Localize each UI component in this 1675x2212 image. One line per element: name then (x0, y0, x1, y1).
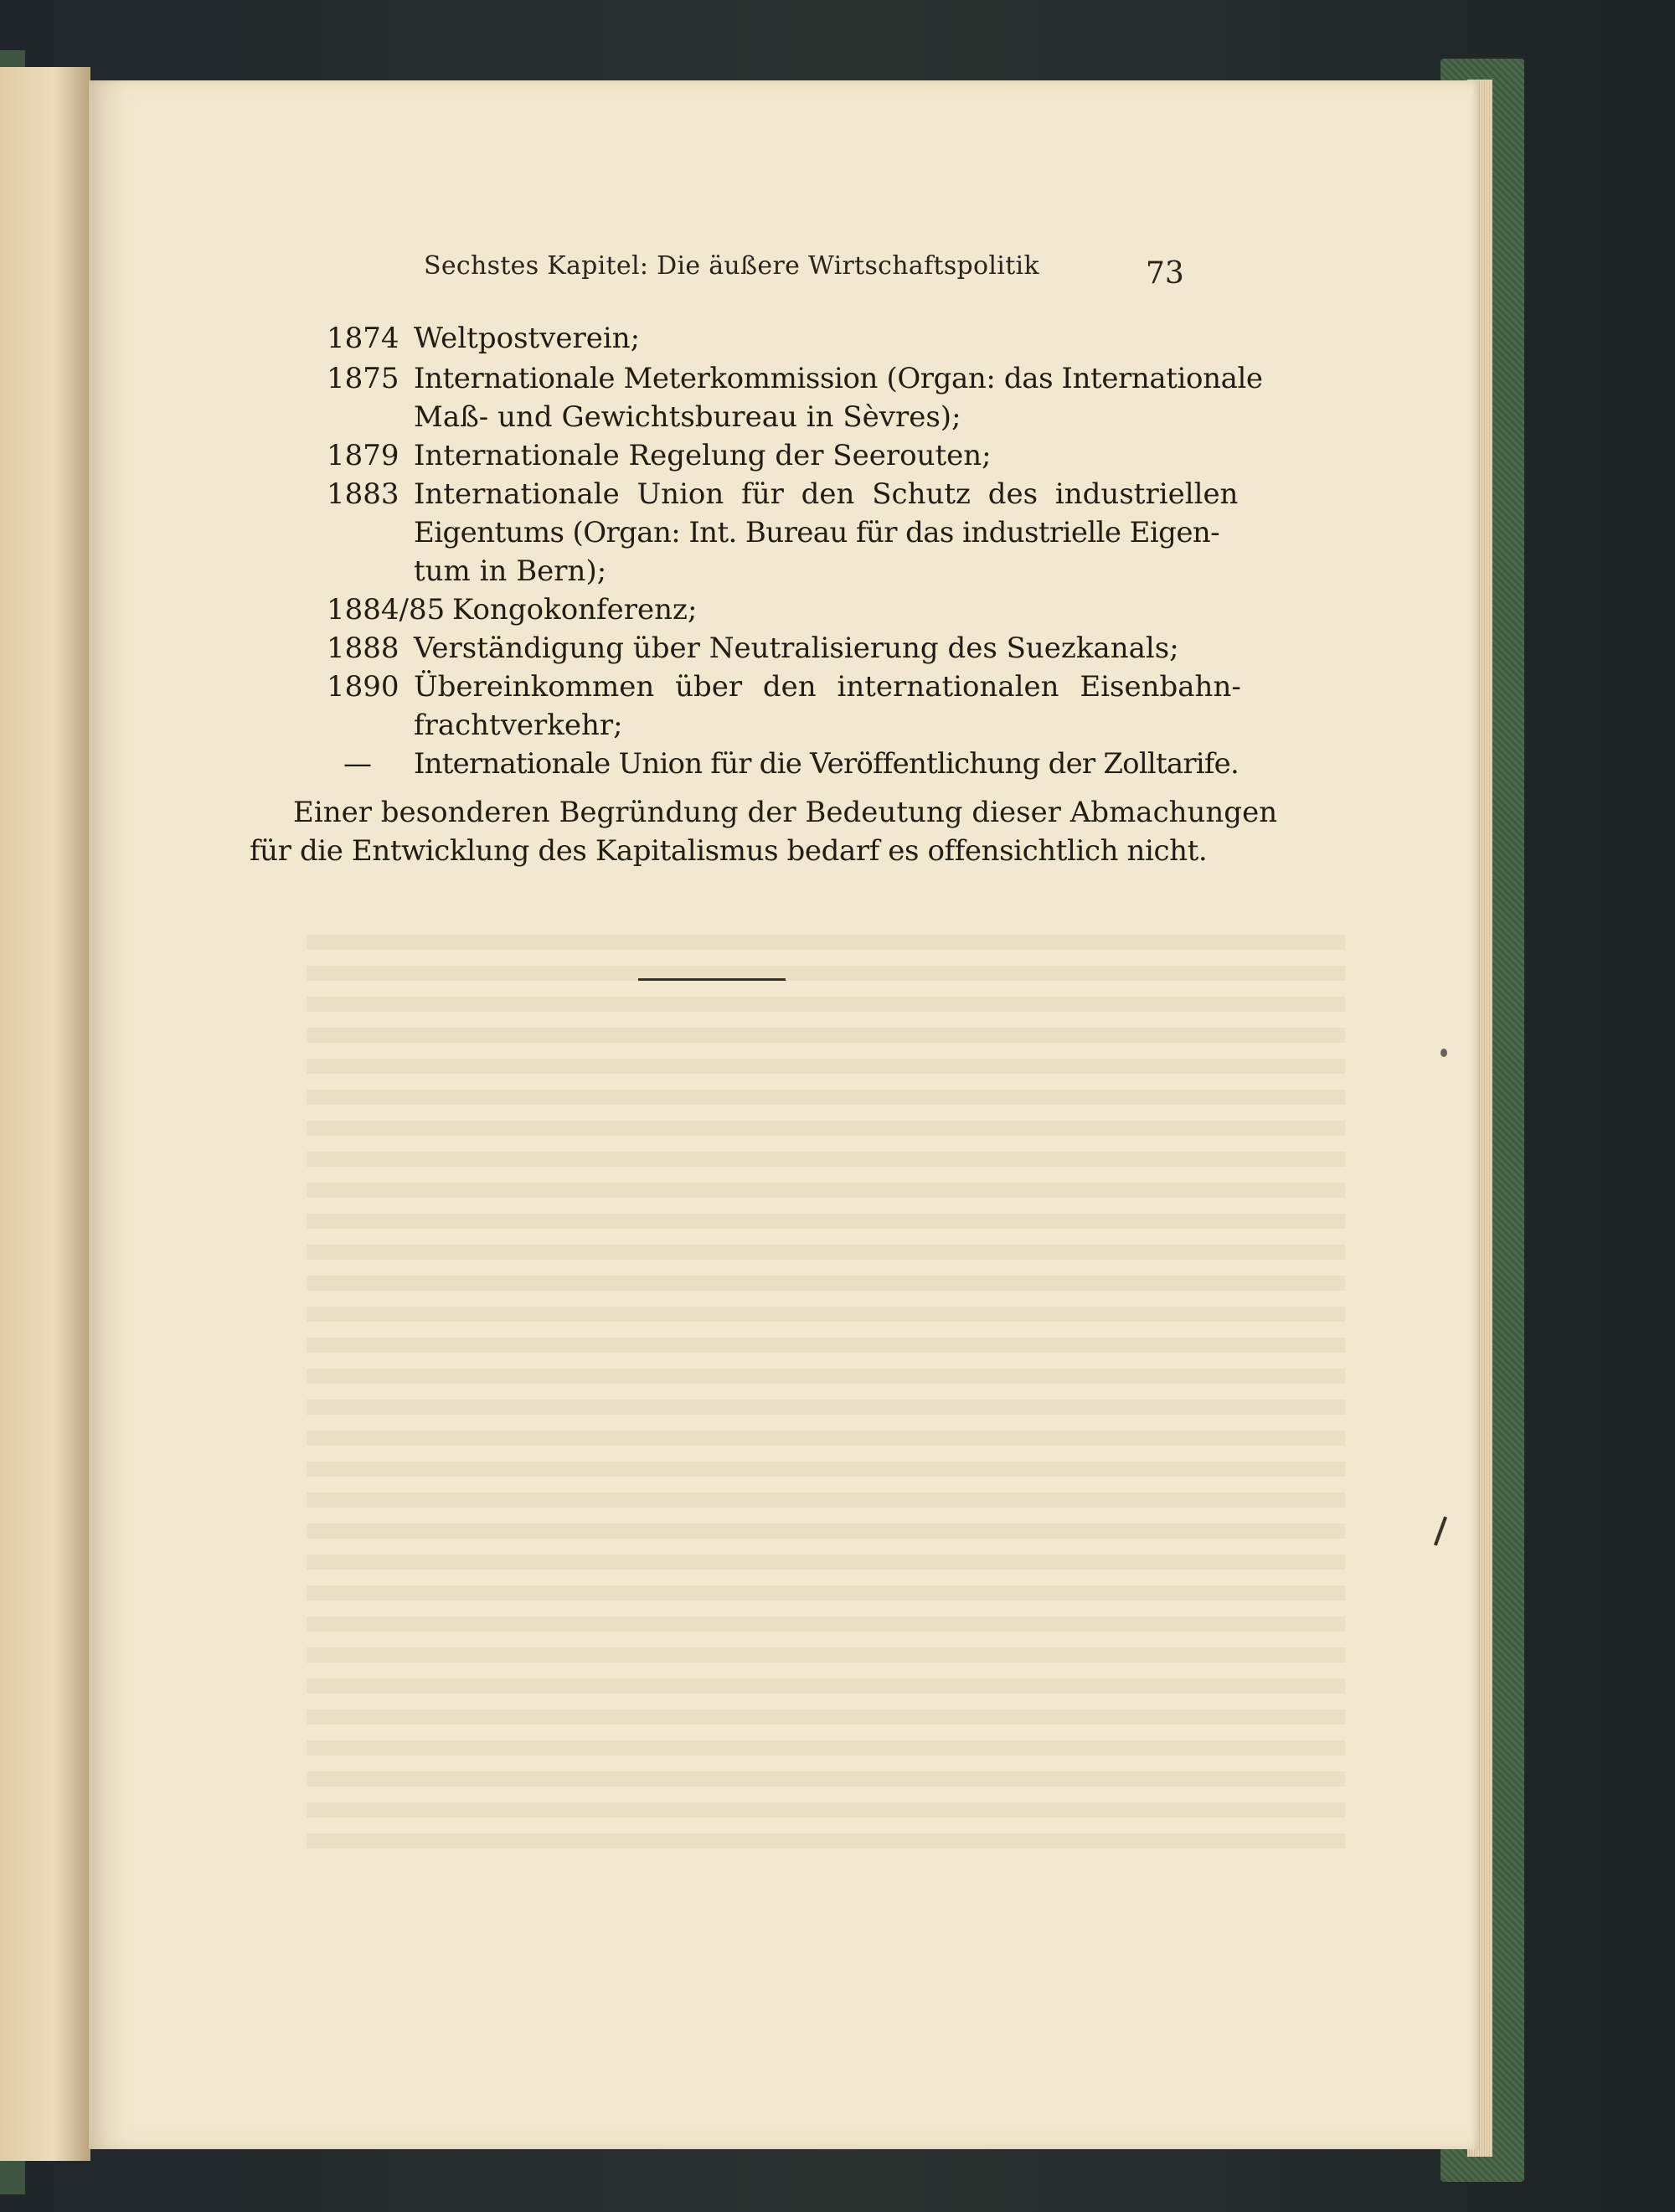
entry-line: Maß- und Gewichtsbureau in Sèvres); (414, 400, 961, 434)
entry-year: 1875 (327, 362, 399, 395)
paragraph-line: Einer besonderen Begründung der Bedeutung dieser Abmachungen (293, 796, 1278, 829)
facing-page-edge (0, 67, 90, 2161)
entry-line: Internationale Meterkommission (Organ: das Internationale (414, 362, 1263, 395)
entry-line: tum in Bern); (414, 554, 607, 588)
entry-year: 1879 (327, 439, 399, 472)
ink-speck (1440, 1049, 1447, 1057)
entry-year: — (343, 747, 372, 781)
entry-line: Weltpostverein; (414, 322, 641, 355)
entry-line: Internationale Union für die Veröffentlichung der Zolltarife. (414, 747, 1239, 781)
show-through-texture (307, 935, 1345, 1856)
page-number: 73 (1146, 256, 1184, 291)
entry-year: 1884/85 (327, 593, 446, 626)
entry-line: Kongokonferenz; (452, 593, 698, 626)
entry-year: 1874 (327, 322, 399, 355)
entry-line: Übereinkommen über den internationalen Eisenbahn- (414, 670, 1241, 704)
entry-line: Verständigung über Neutralisierung des Suezkanals; (414, 632, 1179, 665)
entry-line: Internationale Union für den Schutz des industriellen (414, 477, 1239, 511)
entry-year: 1888 (327, 632, 399, 665)
entry-year: 1890 (327, 670, 399, 704)
entry-line: frachtverkehr; (414, 709, 623, 742)
running-head: Sechstes Kapitel: Die äußere Wirtschaftspolitik (424, 251, 1039, 281)
entry-line: Eigentums (Organ: Int. Bureau für das industrielle Eigen- (414, 516, 1220, 549)
paragraph-line: für die Entwicklung des Kapitalismus bedarf es offensichtlich nicht. (250, 834, 1208, 868)
entry-year: 1883 (327, 477, 399, 511)
entry-line: Internationale Regelung der Seerouten; (414, 439, 992, 472)
section-rule (638, 978, 786, 981)
